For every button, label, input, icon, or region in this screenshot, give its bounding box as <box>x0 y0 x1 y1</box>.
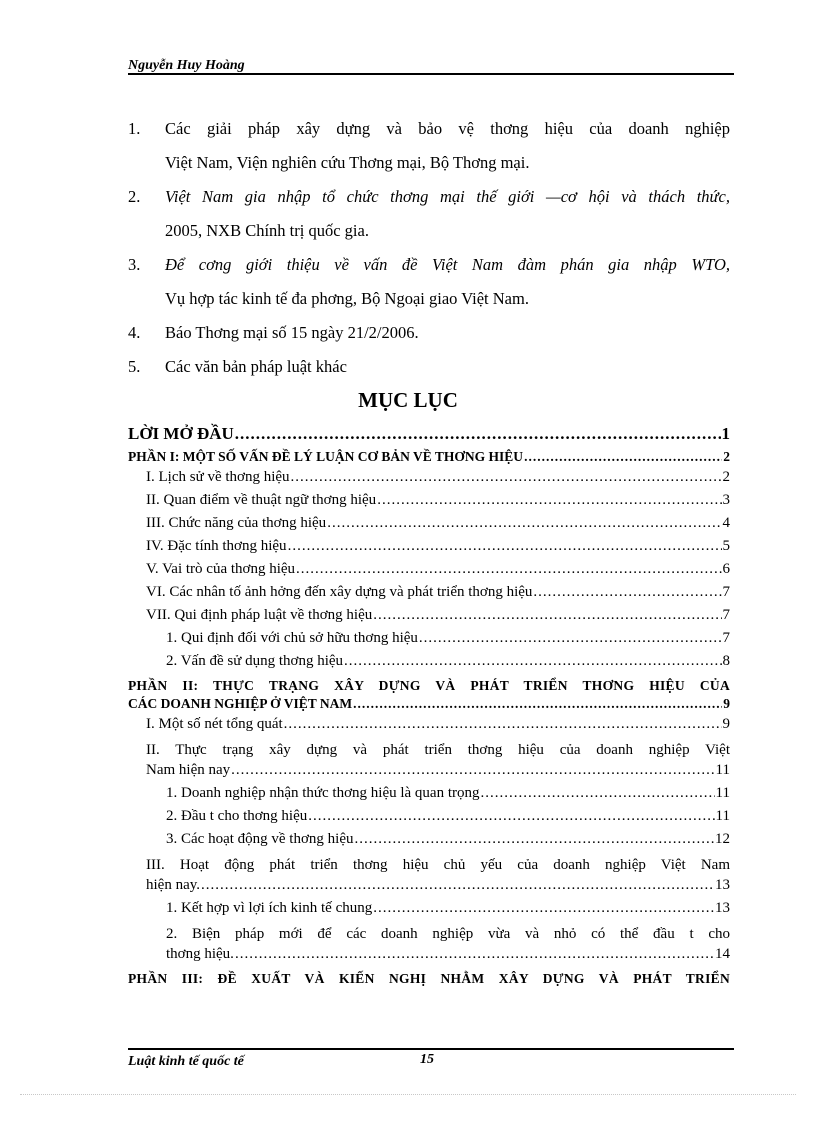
toc-leader <box>231 762 714 779</box>
toc-entry-label: VI. Các nhân tố ảnh hởng đến xây dựng và phát triển thơng hiệu <box>146 584 533 600</box>
toc-leader <box>354 831 714 848</box>
toc-entry-label: Nam hiện nay <box>146 762 231 778</box>
reference-number: 1. <box>128 119 141 138</box>
toc-entry-label: 2. Đầu t cho thơng hiệu <box>166 808 308 824</box>
toc-page-number: 8 <box>722 653 730 669</box>
toc-entry-label: hiện nay. <box>146 877 201 893</box>
table-of-contents <box>128 424 730 989</box>
toc-page-number: 12 <box>715 831 730 847</box>
toc-entry-label: II. Quan điểm về thuật ngữ thơng hiệu <box>146 492 377 508</box>
reference-item <box>128 248 730 316</box>
toc-subentry[interactable] <box>128 831 730 854</box>
toc-entry-label: thơng hiệu. <box>166 946 234 962</box>
toc-subentry[interactable] <box>128 653 730 676</box>
toc-entry-label: 1. Kết hợp vì lợi ích kinh tế chung <box>166 900 373 916</box>
page-bottom-border <box>20 1094 796 1095</box>
toc-entry-label: 1. Doanh nghiệp nhận thức thơng hiệu là quan trọng <box>166 785 480 801</box>
page-header-author: Nguyễn Huy Hoàng <box>128 58 245 73</box>
toc-page-number: 11 <box>715 785 730 801</box>
toc-leader <box>288 538 722 555</box>
toc-entry-label: V. Vai trò của thơng hiệu <box>146 561 296 577</box>
toc-entry[interactable] <box>128 492 730 515</box>
reference-number: 5. <box>128 357 141 376</box>
toc-leader <box>353 696 722 712</box>
toc-page-number: 11 <box>715 762 730 778</box>
toc-leader <box>373 607 721 624</box>
toc-entry-label: IV. Đặc tính thơng hiệu <box>146 538 287 554</box>
toc-subentry[interactable] <box>128 923 730 969</box>
reference-text: 2005, NXB Chính trị quốc gia. <box>165 221 369 240</box>
toc-subentry[interactable] <box>128 785 730 808</box>
toc-leader <box>481 785 715 802</box>
toc-page-number: 2 <box>722 469 730 485</box>
toc-page-number: 4 <box>722 515 730 531</box>
reference-item <box>128 112 730 180</box>
footer-subject: Luật kinh tế quốc tế <box>128 1054 244 1069</box>
reference-text: Vụ hợp tác kinh tế đa phơng, Bộ Ngoại giao Việt Nam. <box>165 289 529 308</box>
toc-subentry[interactable] <box>128 630 730 653</box>
toc-leader <box>291 469 722 486</box>
toc-entry-label: I. Một số nét tổng quát <box>146 716 283 732</box>
toc-entry-part-2[interactable] <box>128 676 730 716</box>
toc-entry-label: CÁC DOANH NGHIỆP Ở VIỆT NAM <box>128 696 353 711</box>
toc-entry[interactable] <box>128 607 730 630</box>
toc-leader <box>296 561 721 578</box>
toc-entry[interactable] <box>128 561 730 584</box>
toc-leader <box>533 584 721 601</box>
toc-entry-intro[interactable] <box>128 424 730 449</box>
reference-text: Các văn bản pháp luật khác <box>165 357 347 376</box>
toc-entry-part-1[interactable] <box>128 449 730 469</box>
toc-page-number: 2 <box>723 449 730 464</box>
references-list <box>128 112 730 384</box>
reference-number: 4. <box>128 323 141 342</box>
footer-rule <box>128 1048 734 1050</box>
toc-entry[interactable] <box>128 739 730 785</box>
toc-entry[interactable] <box>128 584 730 607</box>
toc-page-number: 7 <box>722 630 730 646</box>
toc-entry-label: III. Chức năng của thơng hiệu <box>146 515 327 531</box>
toc-leader <box>344 653 721 670</box>
toc-leader <box>373 900 714 917</box>
toc-page-number: 7 <box>722 607 730 623</box>
reference-item <box>128 350 730 384</box>
toc-entry-label: PHẦN II: THỰC TRẠNG XÂY DỰNG VÀ PHÁT TRIỂN THƠNG HIỆU CỦA <box>128 678 730 693</box>
reference-text: Báo Thơng mại số 15 ngày 21/2/2006. <box>165 323 419 342</box>
toc-entry-label: 2. Biện pháp mới để các doanh nghiệp vừa và nhỏ có thể đầu t cho <box>166 926 730 942</box>
toc-entry-label: LỜI MỞ ĐẦU <box>128 424 234 443</box>
reference-text: Các giải pháp xây dựng và bảo vệ thơng hiệu của doanh nghiệp <box>165 119 730 138</box>
reference-text: Việt Nam gia nhập tổ chức thơng mại thế giới —cơ hội và thách thức, <box>165 187 730 206</box>
toc-subentry[interactable] <box>128 900 730 923</box>
toc-leader <box>308 808 714 825</box>
toc-entry-label: II. Thực trạng xây dựng và phát triển thơng hiệu của doanh nghiệp Việt <box>146 742 730 758</box>
toc-entry-label: PHẦN I: MỘT SỐ VẤN ĐỀ LÝ LUẬN CƠ BẢN VỀ THƠNG HIỆU <box>128 449 524 464</box>
toc-entry-part-3[interactable]: PHẦN III: ĐỀ XUẤT VÀ KIẾN NGHỊ NHẰM XÂY DỰNG VÀ PHÁT TRIỂN <box>128 971 730 986</box>
toc-page-number: 13 <box>715 900 730 916</box>
toc-page-number: 1 <box>721 424 730 443</box>
toc-leader <box>235 424 721 444</box>
toc-page-number: 9 <box>723 696 730 711</box>
toc-page-number: 11 <box>715 808 730 824</box>
toc-leader <box>327 515 721 532</box>
reference-item <box>128 316 730 350</box>
toc-leader <box>201 877 714 894</box>
reference-text: Để cơng giới thiệu về vấn đề Việt Nam đàm phán gia nhập WTO, <box>165 255 730 274</box>
toc-page-number: 9 <box>722 716 730 732</box>
toc-entry-label: 2. Vấn đề sử dụng thơng hiệu <box>166 653 344 669</box>
reference-number: 2. <box>128 187 141 206</box>
toc-entry[interactable] <box>128 538 730 561</box>
reference-number: 3. <box>128 255 141 274</box>
header-rule <box>128 73 734 75</box>
reference-text: Việt Nam, Viện nghiên cứu Thơng mại, Bộ Thơng mại. <box>165 153 530 172</box>
toc-entry[interactable] <box>128 716 730 739</box>
toc-entry-label: 3. Các hoạt động về thơng hiệu <box>166 831 354 847</box>
toc-entry-label: I. Lịch sử về thơng hiệu <box>146 469 290 485</box>
toc-page-number: 6 <box>722 561 730 577</box>
toc-title: MỤC LỤC <box>358 388 458 412</box>
toc-subentry[interactable] <box>128 808 730 831</box>
toc-entry-label: III. Hoạt động phát triển thơng hiệu chủ yếu của doanh nghiệp Việt Nam <box>146 857 730 873</box>
toc-entry[interactable] <box>128 854 730 900</box>
toc-leader <box>524 449 722 465</box>
toc-page-number: 14 <box>715 946 730 962</box>
toc-entry-label: VII. Qui định pháp luật về thơng hiệu <box>146 607 373 623</box>
toc-leader <box>235 946 714 963</box>
toc-leader <box>377 492 721 509</box>
toc-leader <box>419 630 722 647</box>
toc-leader <box>284 716 722 733</box>
toc-page-number: 7 <box>722 584 730 600</box>
toc-entry[interactable] <box>128 515 730 538</box>
reference-item <box>128 180 730 248</box>
footer-page-number: 15 <box>420 1052 434 1067</box>
toc-page-number: 5 <box>722 538 730 554</box>
toc-page-number: 3 <box>722 492 730 508</box>
toc-entry-label: 1. Qui định đối với chủ sở hữu thơng hiệu <box>166 630 418 646</box>
toc-entry[interactable] <box>128 469 730 492</box>
toc-page-number: 13 <box>715 877 730 893</box>
